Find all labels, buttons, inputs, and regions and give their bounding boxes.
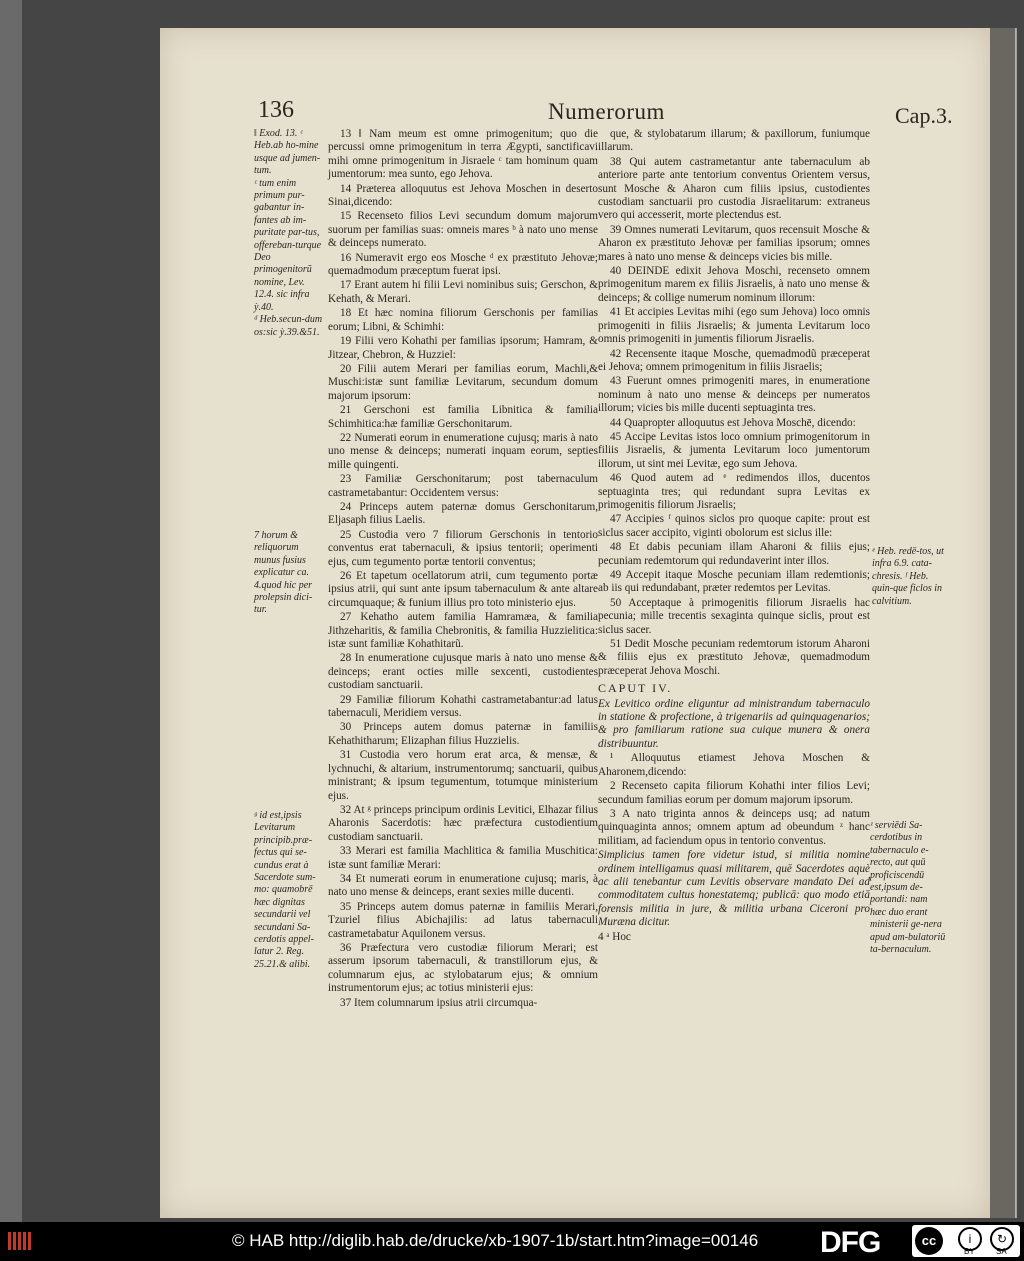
- text-column-left: [328, 128, 598, 1011]
- margin-note-right-2: ᶻ serviēdi Sa-cerdotibus in tabernaculo e-recto, aut quū proficiscendū est,ipsum de-portandi: nam hæc duo erant ministerii ge-nera apud am-bulatoriū ta-bernaculum.: [870, 820, 946, 956]
- library-logo-icon: [6, 1228, 34, 1254]
- verse: 35 Princeps autem domus paternæ in familiis Merari, Tzuriel filius Abichajilis: ad latus tabernaculi castrametabatur Aquilonem versus.: [328, 900, 598, 940]
- cc-icon: cc: [915, 1227, 943, 1255]
- verse: 26 Et tapetum ocellatorum atrii, cum tegumento portæ ipsius atrii, qui sunt ante ipsum tabernaculum & ante altare circumquaque; & funium illius pro toto ministerio ejus.: [328, 570, 598, 609]
- verse: 21 Gerschoni est familia Libnitica & familia Schimhitica:hæ familiæ Gerschonitarum.: [328, 404, 598, 430]
- margin-note-left-3: ᵍ id est,ipsis Levitarum principib.præ-fectus qui se-cundus erat à Sacerdote sum-mo: quamobrē hæc dignitas secundarii vel secundani Sa-cerdotis appel-latur 2. Reg. 25.21.& alibi.: [254, 810, 316, 970]
- verse: 30 Princeps autem domus paternæ in familiis Kehathitharum; Elizaphan filius Huzzielis.: [328, 721, 598, 747]
- verse: 28 In enumeratione cujusque maris à nato uno mense & deinceps; erant octies mille sexcenti, custodientes custodiam sanctuarii.: [328, 652, 598, 692]
- verse: 23 Familiæ Gerschonitarum; post tabernaculum castrametabantur: Occidentem versus:: [328, 473, 598, 499]
- verse: 3 A nato triginta annos & deinceps usq; ad natum quinquaginta annos; omnem aptum ad obeundum ᶻ hanc militiam, ad faciendum opus in tentorio conventus.: [598, 807, 870, 847]
- verse: 32 At ᵍ princeps principum ordinis Levitici, Elhazar filius Aharonis Sacerdotis: hæc præfectura custodientium custodiam sanctuarii.: [328, 803, 598, 843]
- verse: 13 ‖ Nam meum est omne primogenitum; quo die percussi omne primogenitum in terra Ægypti, sanctificavi mihi omne primogenitum in Jisraele ᶜ tam hominum quam jumentorum: mea sunto, ego Jehova.: [328, 128, 598, 181]
- verse: 25 Custodia vero 7 filiorum Gerschonis in tentorio conventus erat tabernaculi, & ipsius tentorii; operimenti ejus, cum tegumento portæ tentorii conventus;: [328, 528, 598, 568]
- margin-note: ‖ Exod. 13. ᶜ Heb.ab ho-mine usque ad jumen-tum.: [254, 128, 321, 177]
- verse: 19 Filii vero Kohathi per familias ipsorum; Hamram, & Jitzear, Chebron, & Huzziel:: [328, 335, 598, 361]
- running-title: Numerorum: [548, 99, 665, 124]
- verse: 2 Recenseto capita filiorum Kohathi inter filios Levi; secundum familias eorum per domum majorum ipsorum.: [598, 780, 870, 806]
- verse: 45 Accipe Levitas istos loco omnium primogenitorum in filiis Jisraelis, & jumenta Levitarum loco jumentorum illorum, ut sint mei Levitæ, ego sum Jehova.: [598, 430, 870, 470]
- verse: 49 Accepit itaque Mosche pecuniam illam redemtionis; ab iis qui redundabant, præter redemtos per Levitas.: [598, 569, 870, 595]
- verse: 27 Kehatho autem familia Hamramæa, & familia Jithzeharitis, & familia Chebronitis, & familia Huzzielitica: istæ sunt familiæ Kohathitarũ.: [328, 611, 598, 651]
- book-binding: [0, 0, 22, 1222]
- margin-note-right-1: ᵉ Heb. redē-tos, ut infra 6.9. cata-chresis. ᶠ Heb. quin-que ficlos in calvitium.: [872, 546, 944, 607]
- chapter-heading: Cap.3.: [895, 103, 953, 128]
- footnote-text: Simplicius tamen fore videtur istud, si militia nomine ordinem intelligamus quasi militarem, quē Sacerdotes aquè ac alii tenebantur cum Levitis observare mandato Dei ad commoditatem cultus honestatemq; publicā: quo modo etiā forensis militia in jure, & militia urbana Ciceroni pro Muræna dicitur.: [598, 849, 870, 929]
- verse: 15 Recenseto filios Levi secundum domum majorum suorum per familias suas: omneis mares ᵇ à nato uno mense & deinceps numerato.: [328, 210, 598, 250]
- verse: 46 Quod autem ad ᵉ redimendos illos, ducentos septuaginta tres; qui redundant supra Levitas ex primogenitis filiorum Jisraelis;: [598, 472, 870, 511]
- verse: 40 DEINDE edixit Jehova Moschi, recenseto omnem primogenitum marem ex filiis Jisraelis, à nato uno mense & deinceps; & collige numerum nominum illorum:: [598, 265, 870, 304]
- sa-label: SA: [996, 1247, 1007, 1256]
- verse: 50 Acceptaque à primogenitis filiorum Jisraelis hac pecunia; mille trecentis sexaginta quinque siclis, prout est siclus sacer.: [598, 596, 870, 636]
- verse: 42 Recensente itaque Mosche, quemadmodũ præceperat ei Jehova; omnem primogenitum in filiis Jisraelis;: [598, 347, 870, 373]
- verse: 17 Erant autem hi filii Levi nominibus suis; Gerschon, & Kehath, & Merari.: [328, 279, 598, 305]
- verse: 29 Familiæ filiorum Kohathi castrametabantur:ad latus tabernaculi, Meridiem versus.: [328, 693, 598, 720]
- verse: 18 Et hæc nomina filiorum Gerschonis per familias eorum; Libni, & Schimhi:: [328, 307, 598, 333]
- caput-summary: Ex Levitico ordine eliguntur ad ministrandum tabernaculo in statione & profectione, à trigenariis ad quinquagenarios; & pro familiarum ratione sua cuique munera & onera distribuuntur.: [598, 697, 870, 750]
- page-edge: [990, 28, 1016, 1218]
- verse: 39 Omnes numerati Levitarum, quos recensuit Mosche & Aharon ex præstituto Jehovæ per familias ipsorum; omnes mares à nato uno mense & deinceps vicies bis mille.: [598, 223, 870, 263]
- sa-icon: ↻: [990, 1227, 1014, 1251]
- dfg-logo: DFG: [820, 1226, 881, 1259]
- verse: 43 Fuerunt omnes primogeniti mares, in enumeratione nominum à nato uno mense & deinceps per numeratos illorum; vicies bis mille ducenti septuaginta tres.: [598, 375, 870, 415]
- verse: 14 Præterea alloquutus est Jehova Moschen in deserto Sinai,dicendo:: [328, 182, 598, 209]
- by-label: BY: [964, 1247, 975, 1256]
- verse: 37 Item columnarum ipsius atrii circumqua-: [340, 996, 538, 1009]
- verse: 22 Numerati eorum in enumeratione cujusq; maris à nato uno mense & deinceps; numerati inquam eorum, septies mille quingenti.: [328, 431, 598, 471]
- margin-notes-left-1: [254, 128, 324, 339]
- verse: 24 Princeps autem paternæ domus Gerschonitarum, Eljasaph filius Laelis.: [328, 500, 598, 527]
- caput-title: CAPUT IV.: [598, 681, 673, 696]
- verse: 41 Et accipies Levitas mihi (ego sum Jehova) loco omnis primogeniti in filiis Jisraelis; & jumenta Levitarum loco omnis primogeniti in jumentis filiorum Jisraelis.: [598, 306, 870, 346]
- verse: 48 Et dabis pecuniam illam Aharoni & filiis ejus; pecuniam redemtorum qui redundaverint inter illos.: [598, 541, 870, 567]
- by-icon: i: [958, 1227, 982, 1251]
- verse: 36 Præfectura vero custodiæ filiorum Merari; est asserum ipsorum tabernaculi, & transtillorum ejus, & columnarum ejus, ac stylobatarum ejus; & omnium instrumentorum ejus; ac totius ministerii ejus:: [328, 941, 598, 995]
- text-column-right: [598, 128, 870, 945]
- footer-copyright-link[interactable]: © HAB http://diglib.hab.de/drucke/xb-1907-1b/start.htm?image=00146: [232, 1231, 759, 1250]
- cc-license-badge[interactable]: [912, 1225, 1020, 1257]
- margin-note: ᶜ tum enim primum pur-gabantur in-fantes ab im-puritate par-tus, offereban-turque Deo primogenitorũ nomine, Lev. 12.4. sic infra ỳ.40.: [254, 177, 322, 313]
- verse: que, & stylobatarum illarum; & paxillorum, funiumque illarum.: [598, 128, 870, 154]
- page-edge-line: [1015, 28, 1017, 1218]
- verse: 33 Merari est familia Machlitica & familia Muschitica: istæ sunt familiæ Merari:: [328, 845, 598, 871]
- verse: 51 Dedit Mosche pecuniam redemtorum istorum Aharoni & filiis ejus ex præstituto Jehovæ, quemadmodum præceperat Jehova Moschi.: [598, 638, 870, 677]
- verse: 20 Filii autem Merari per familias eorum, Machli,& Muschi:istæ sunt familiæ Levitarum, secundum domum majorum ipsorum:: [328, 362, 598, 402]
- verse: 38 Qui autem castrametantur ante tabernaculum ab anteriore parte ante tentorium conventus Orientem versus, sunt Mosche & Aharon cum filiis ipsius, custodientes custodiam sanctuarii pro custodia Jisraelitarum: extraneus vero qui accesserit, morte plectendus est.: [598, 155, 870, 222]
- margin-note: ᵈ Heb.secun-dum os:sic ỳ.39.&51.: [254, 314, 323, 338]
- margin-note-left-2: 7 horum & reliquorum munus fusius explicatur ca. 4.quod hic per prolepsin dici-tur.: [254, 530, 313, 616]
- verse: 16 Numeravit ergo eos Mosche ᵈ ex præstituto Jehovæ; quemadmodum præceptum fuerat ipsi.: [328, 251, 598, 278]
- page-number: 136: [258, 97, 294, 123]
- catchword: 4 ᵃ Hoc: [598, 930, 631, 943]
- verse: ¹ Alloquutus etiamest Jehova Moschen & Aharonem,dicendo:: [598, 752, 870, 778]
- verse: 44 Quapropter alloquutus est Jehova Moschē, dicendo:: [610, 416, 856, 429]
- verse: 47 Accipies ᶠ quinos siclos pro quoque capite: prout est siclus sacer accipito, viginti obolorum est siclus ille:: [598, 513, 870, 539]
- verse: 31 Custodia vero horum erat arca, & mensæ, & lychnuchi, & altarium, instrumentorumq; sanctuarii, quibus ministrant; & ipsum tegumentum, totumque ministerium ejus.: [328, 749, 598, 802]
- verse: 34 Et numerati eorum in enumeratione cujusq; maris, à nato uno mense & deinceps, erant sexies mille ducenti.: [328, 872, 598, 899]
